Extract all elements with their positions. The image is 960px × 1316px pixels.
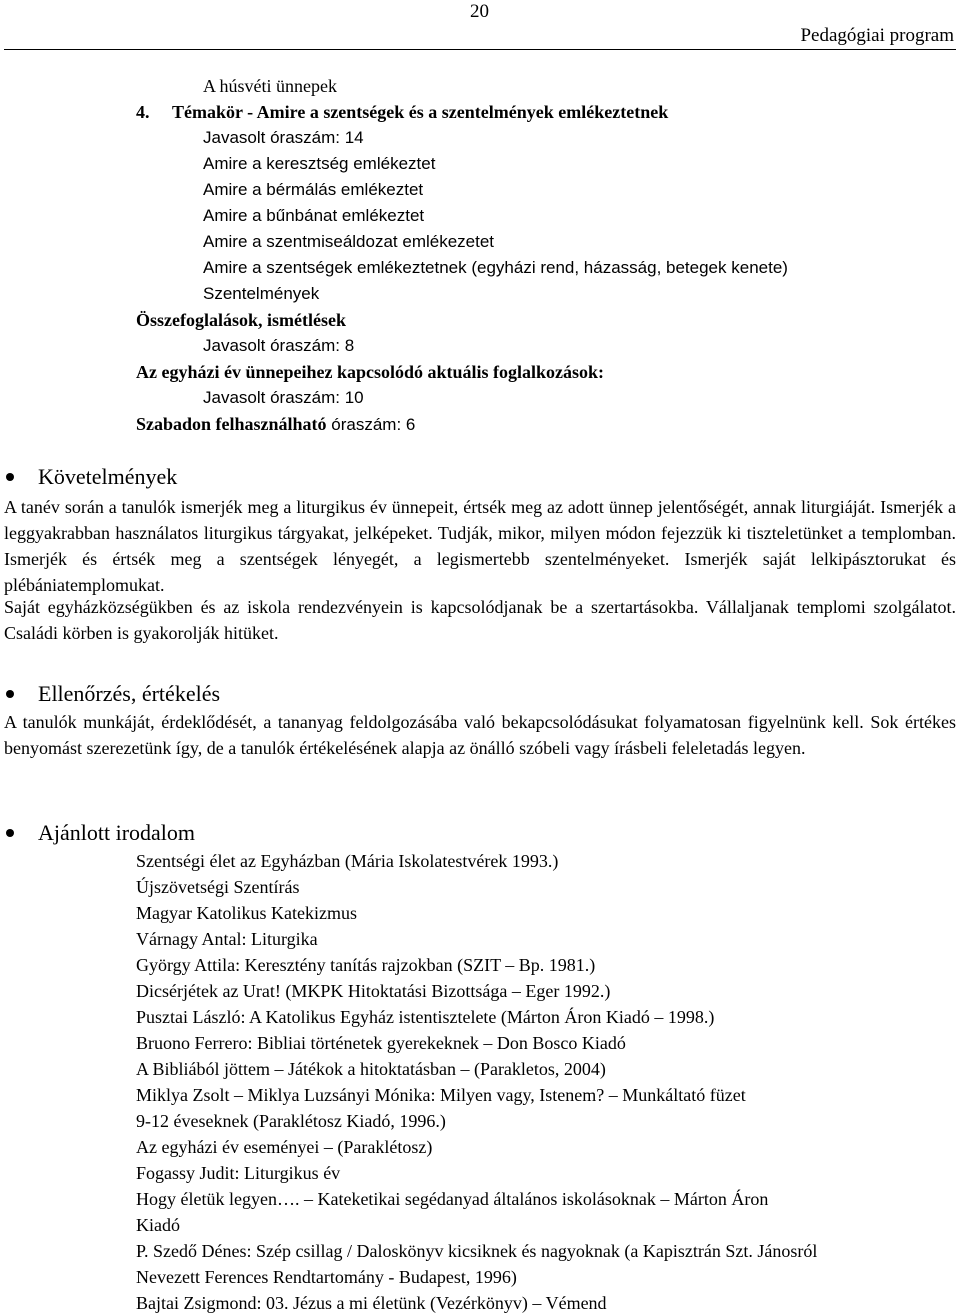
assessment-sentence: A tanulók munkáját, érdeklődését, a tananyag feldolgozásába való bekapcsolódásukat folyamatosan figyelnünk kell. (4, 712, 864, 732)
topic-hours: Javasolt óraszám: 14 (203, 128, 364, 147)
literature-item: Miklya Zsolt – Miklya Luzsányi Mónika: Milyen vagy, Istenem? – Munkáltató füzet (136, 1085, 746, 1105)
requirements-sentence: Ismerjék saját lelkipásztorukat és plébániatemplomukat. (4, 549, 956, 595)
requirements-sentence: Ismerjék a leggyakrabban használatos liturgikus tárgyakat, jelképeket. (4, 497, 956, 543)
requirements-paragraph-2 (4, 594, 956, 646)
topic-item: Szentelmények (203, 284, 320, 303)
free-hours-value: óraszám: 6 (326, 415, 416, 434)
topic-title: Témakör - Amire a szentségek és a szentelmények emlékeztetnek (172, 102, 669, 122)
assessment-heading: Ellenőrzés, értékelés (38, 681, 221, 706)
requirements-sentence: Tudják, mikor, milyen módon fejezzük ki tiszteletünket a templomban. (437, 523, 956, 543)
literature-item: Várnagy Antal: Liturgika (136, 929, 318, 949)
running-title: Pedagógiai program (800, 25, 954, 46)
literature-item: 9-12 éveseknek (Paraklétosz Kiadó, 1996.) (136, 1111, 446, 1131)
requirements-sentence: A tanév során a tanulók ismerjék meg a liturgikus év ünnepeit, értsék meg az adott ünnep jelentőségét, annak liturgiáját. (4, 497, 876, 517)
literature-item: Hogy életük legyen…. – Kateketikai segédanyad általános iskolásoknak – Márton Áron (136, 1189, 769, 1209)
bullet-icon (6, 473, 14, 481)
literature-item: György Attila: Keresztény tanítás rajzokban (SZIT – Bp. 1981.) (136, 955, 596, 975)
literature-item: Az egyházi év eseményei – (Paraklétosz) (136, 1137, 433, 1157)
requirements-heading: Követelmények (38, 464, 178, 489)
topic-number: 4. (136, 102, 150, 122)
church-year-title: Az egyházi év ünnepeihez kapcsolódó aktuális foglalkozások: (136, 362, 605, 382)
literature-item: A Bibliából jöttem – Játékok a hitoktatásban – (Parakletos, 2004) (136, 1059, 606, 1079)
page-number: 20 (470, 1, 489, 22)
easter-item: A húsvéti ünnepek (203, 76, 337, 96)
requirements-sentence: Ismerjék és értsék meg a szentségek lényegét, a legismertebb szentelményeket. (4, 549, 670, 569)
topic-item: Amire a szentmiseáldozat emlékezetet (203, 232, 495, 251)
topic-item: Amire a bűnbánat emlékeztet (203, 206, 425, 225)
literature-item: Dicsérjétek az Urat! (MKPK Hitoktatási Bizottsága – Eger 1992.) (136, 981, 611, 1001)
requirements-sentence: Saját egyházközségükben és az iskola rendezvényein is kapcsolódjanak be a szertartásokba. (4, 597, 699, 617)
literature-item: P. Szedő Dénes: Szép csillag / Daloskönyv kicsiknek és nagyoknak (a Kapisztrán Szt. Jánosról (136, 1241, 818, 1261)
topic-item: Amire a keresztség emlékeztet (203, 154, 436, 173)
free-hours-line (136, 411, 415, 438)
literature-item: Bruono Ferrero: Bibliai történetek gyerekeknek – Don Bosco Kiadó (136, 1033, 626, 1053)
literature-item: Magyar Katolikus Katekizmus (136, 903, 357, 923)
topic-item: Amire a bérmálás emlékeztet (203, 180, 424, 199)
literature-list (136, 848, 958, 1316)
literature-item: Nevezett Ferences Rendtartomány - Budapest, 1996) (136, 1267, 517, 1287)
requirements-sentence: Családi körben is gyakorolják hitüket. (4, 623, 279, 643)
literature-item: Kiadó (136, 1215, 180, 1235)
literature-item: Szentségi élet az Egyházban (Mária Iskolatestvérek 1993.) (136, 851, 559, 871)
requirements-sentence: Vállaljanak templomi szolgálatot. (705, 597, 956, 617)
bullet-icon (6, 829, 14, 837)
assessment-paragraph (4, 709, 956, 761)
requirements-paragraph (4, 494, 956, 598)
literature-item: Bajtai Zsigmond: 03. Jézus a mi életünk (Vezérkönyv) – Vémend (136, 1293, 607, 1313)
literature-item: Újszövetségi Szentírás (136, 877, 300, 897)
church-year-hours: Javasolt óraszám: 10 (203, 388, 364, 407)
assessment-sentence: Sok értékes benyomást szerezetünk így, de a tanulók értékelésének alapja az önálló szóbeli vagy írásbeli feleletadás legyen. (4, 712, 956, 758)
bullet-icon (6, 690, 14, 698)
literature-heading: Ajánlott irodalom (38, 820, 196, 845)
topic-item: Amire a szentségek emlékeztetnek (egyházi rend, házasság, betegek kenete) (203, 258, 788, 277)
free-hours-label: Szabadon felhasználható (136, 414, 327, 434)
literature-item: Pusztai László: A Katolikus Egyház istentisztelete (Márton Áron Kiadó – 1998.) (136, 1007, 715, 1027)
summary-title: Összefoglalások, ismétlések (136, 310, 346, 330)
literature-item: Fogassy Judit: Liturgikus év (136, 1163, 341, 1183)
summary-hours: Javasolt óraszám: 8 (203, 336, 355, 355)
header-rule (4, 49, 956, 50)
